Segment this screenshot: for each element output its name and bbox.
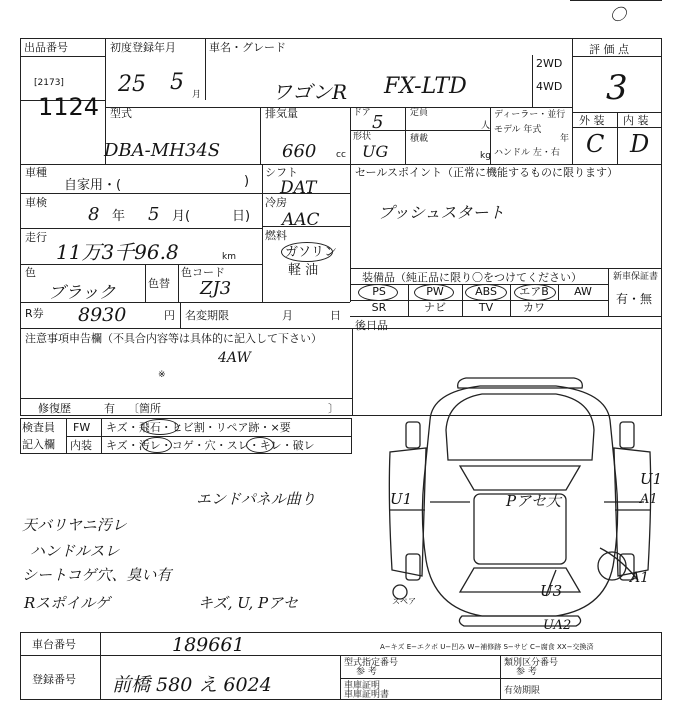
lot-label: 出品番号	[24, 41, 68, 54]
inspector-label-2: 記入欄	[22, 438, 55, 451]
color-code-label: 色コード	[181, 266, 225, 279]
new-car-warranty-label: 新車保証書	[613, 272, 659, 282]
int-stain-circle	[142, 437, 172, 453]
disp-label: 排気量	[265, 107, 298, 120]
equip-airbag-circle	[514, 284, 556, 301]
equip-pw: PW	[426, 285, 444, 298]
divider	[350, 164, 351, 302]
damage-legend: A−キズ E−エクボ U−凹み W−補修跡 S−サビ C−腐食 XX−交換済	[380, 643, 594, 651]
interior-label: 内 装	[623, 114, 649, 127]
model-value: DBA-MH34S	[104, 140, 221, 161]
fuel-label: 燃料	[265, 229, 287, 242]
spare-label: スペア	[392, 597, 416, 606]
rule	[570, 0, 662, 1]
fw-label: FW	[73, 421, 91, 434]
drive-4wd: 4WD	[536, 80, 563, 93]
repair-bracket-open: 〔箇所	[128, 402, 161, 415]
mark-u3: U3	[540, 582, 563, 600]
new-car-warranty-value: 有・無	[616, 292, 653, 306]
type-designation-label: 型式指定番号	[344, 658, 399, 668]
change-date-day: 日	[330, 309, 341, 322]
model-year-unit: 年	[560, 134, 570, 144]
notes-text: 4AW	[218, 350, 251, 366]
divider	[532, 55, 533, 107]
shape-value: UG	[362, 142, 389, 161]
disp-unit: cc	[336, 150, 346, 160]
drive-2wd: 2WD	[536, 57, 563, 70]
divider	[20, 193, 262, 194]
equip-pw-circle	[414, 284, 454, 301]
int-wear-circle	[246, 437, 274, 453]
model-year-label: モデル 年式	[494, 125, 542, 135]
first-reg-year: 25	[118, 72, 146, 97]
equip-abs-circle	[465, 284, 507, 301]
mark-a1-lower: A1	[630, 570, 650, 586]
dealer-label: ディーラー・並行	[494, 110, 566, 120]
shift-value: DAT	[280, 178, 317, 198]
mark-u1-left: U1	[390, 490, 413, 508]
equip-navi: ナビ	[424, 301, 446, 314]
mark-a1: A1	[640, 492, 658, 507]
shape-label: 形状	[353, 132, 372, 142]
divider	[350, 268, 662, 269]
ref-label-2: 参 考	[516, 667, 537, 677]
inspection-month-unit: 月(	[172, 209, 191, 224]
reg-label: 登録番号	[32, 673, 76, 686]
inspection-month: 5	[148, 204, 160, 225]
hood-outline	[446, 394, 594, 460]
a1-circle	[598, 552, 626, 580]
disp-value: 660	[282, 141, 317, 162]
lot-number: 1124	[38, 93, 100, 121]
doors-value: 5	[372, 112, 384, 133]
vehicle-type-label: 車種	[25, 166, 47, 179]
recycle-unit: 円	[164, 309, 175, 322]
chassis-value: 189661	[172, 634, 245, 656]
fw-items: キズ・飛石・ヒビ割・リペア跡・×要	[106, 421, 291, 434]
eval-label: 評 価 点	[589, 43, 629, 56]
equip-ps: PS	[372, 285, 386, 298]
equip-ps-circle	[358, 284, 398, 301]
shift-label: シフト	[265, 166, 298, 179]
windshield-outline	[460, 466, 580, 490]
fuel-circle	[281, 242, 333, 262]
fw-chip-circle	[141, 419, 179, 435]
divider	[205, 38, 206, 100]
mark-pa-center: Pアセ大	[506, 492, 561, 510]
note-line-2: 天バリヤニ汚レ	[22, 516, 127, 534]
divider	[617, 112, 618, 164]
reg-cert-label: 車庫証明	[344, 681, 381, 691]
reg-cert-sub: 車庫証明書	[344, 690, 390, 700]
change-date-label: 名変期限	[185, 309, 229, 322]
divider	[350, 107, 351, 164]
corner-mark: 〇	[610, 5, 627, 24]
divider	[20, 328, 662, 329]
divider	[20, 56, 105, 57]
first-reg-month: 5	[170, 70, 184, 95]
color-label: 色	[25, 266, 36, 279]
wheel-rl	[406, 554, 420, 580]
repair-bracket-close: 〕	[328, 402, 339, 415]
note-line-3: ハンドルスレ	[30, 542, 120, 560]
load-label: 積載	[410, 134, 429, 144]
notes-label: 注意事項申告欄（不具合内容等は具体的に記入して下さい）	[25, 332, 322, 345]
car-name: ワゴンR	[272, 80, 348, 104]
wheel-fr	[620, 422, 634, 448]
valid-label: 有効期限	[504, 686, 541, 696]
divider	[352, 328, 353, 416]
notes-mark: ※	[158, 370, 166, 380]
divider	[145, 264, 146, 302]
inspection-day-unit: 日)	[232, 209, 251, 224]
equip-aw: AW	[574, 285, 592, 298]
color-code-value: ZJ3	[200, 278, 232, 299]
reg-value: 前橋 580 え 6024	[112, 674, 272, 696]
sales-point-text: プッシュスタート	[378, 203, 505, 222]
note-line-6: キズ, U, Pアセ	[198, 594, 298, 612]
fuel-alt: 軽 油	[288, 263, 319, 278]
divider	[20, 655, 662, 656]
equip-leather: カワ	[523, 301, 545, 314]
ref-label-1: 参 考	[356, 667, 377, 677]
model-label: 型式	[110, 107, 132, 120]
color-tone-label: 色替	[148, 277, 170, 290]
divider	[572, 56, 662, 57]
divider	[350, 316, 662, 317]
first-reg-label: 初度登録年月	[110, 41, 176, 54]
mileage-label: 走行	[25, 231, 47, 244]
equip-tv: TV	[478, 301, 494, 314]
divider	[260, 107, 261, 164]
mileage-unit: km	[222, 252, 236, 262]
car-name-label: 車名・グレード	[209, 41, 286, 54]
handle-label: ハンドル 左・右	[494, 148, 560, 158]
repair-yes: 有	[104, 402, 115, 415]
divider	[180, 302, 181, 328]
int-items: キズ・汚レ・コゲ・穴・スレ・キレ・破レ	[106, 439, 315, 452]
equip-abs: ABS	[475, 285, 497, 298]
aircon-label: 冷房	[265, 196, 287, 209]
divider	[405, 130, 490, 131]
divider	[105, 107, 572, 108]
recycle-label: R券	[25, 307, 44, 320]
int-label: 内装	[70, 439, 92, 452]
capacity-unit: 人	[481, 121, 491, 131]
car-grade: FX-LTD	[384, 74, 467, 99]
equip-sr: SR	[371, 301, 387, 314]
change-date-month: 月	[282, 309, 293, 322]
divider	[20, 398, 352, 399]
doors-label: ドア	[353, 108, 371, 118]
mark-ua2: UA2	[543, 618, 572, 633]
note-line-1: エンドパネル曲り	[196, 490, 316, 508]
load-unit: kg	[480, 151, 491, 161]
after-install-label: 後日品	[355, 319, 388, 332]
wheel-fl	[406, 422, 420, 448]
inspection-year: 8	[88, 204, 100, 225]
chassis-label: 車台番号	[32, 638, 76, 651]
note-line-5: Rスポイルゲ	[24, 594, 110, 612]
first-reg-month-unit: 月	[192, 90, 202, 100]
divider	[405, 107, 406, 164]
divider	[608, 268, 609, 316]
exterior-grade: C	[586, 130, 605, 158]
divider	[66, 436, 352, 437]
mileage-value: 11万3千96.8	[56, 240, 179, 264]
equipment-label: 装備品（純正品に限り〇をつけてください）	[362, 271, 582, 284]
inspection-label: 車検	[25, 196, 47, 209]
vehicle-type-close: )	[244, 174, 250, 189]
repair-label: 修復歴	[38, 402, 71, 415]
divider	[178, 264, 179, 302]
vehicle-type-value: 自家用・(	[64, 178, 122, 193]
color-value: ブラック	[48, 283, 116, 303]
divider	[20, 228, 262, 229]
divider	[262, 164, 263, 302]
divider	[20, 164, 662, 165]
sales-point-label: セールスポイント（正常に機能するものに限ります）	[355, 166, 619, 179]
divider	[340, 678, 662, 679]
recycle-value: 8930	[78, 304, 127, 326]
equip-airbag: エアB	[519, 285, 549, 298]
lot-session: [2173]	[34, 78, 64, 88]
note-line-4: シートコゲ穴、臭い有	[22, 566, 172, 584]
divider	[105, 38, 106, 100]
interior-grade: D	[630, 130, 650, 158]
capacity-label: 定員	[410, 108, 429, 118]
eval-score: 3	[606, 68, 628, 108]
inspector-label-1: 検査員	[22, 421, 55, 434]
class-label: 類別区分番号	[504, 658, 559, 668]
fuel-value: ガソリン	[285, 245, 338, 260]
aircon-value: AAC	[282, 210, 320, 230]
inspection-year-unit: 年	[112, 209, 126, 224]
exterior-label: 外 装	[579, 114, 605, 127]
mark-u1-right: U1	[640, 470, 663, 488]
divider	[100, 632, 101, 700]
